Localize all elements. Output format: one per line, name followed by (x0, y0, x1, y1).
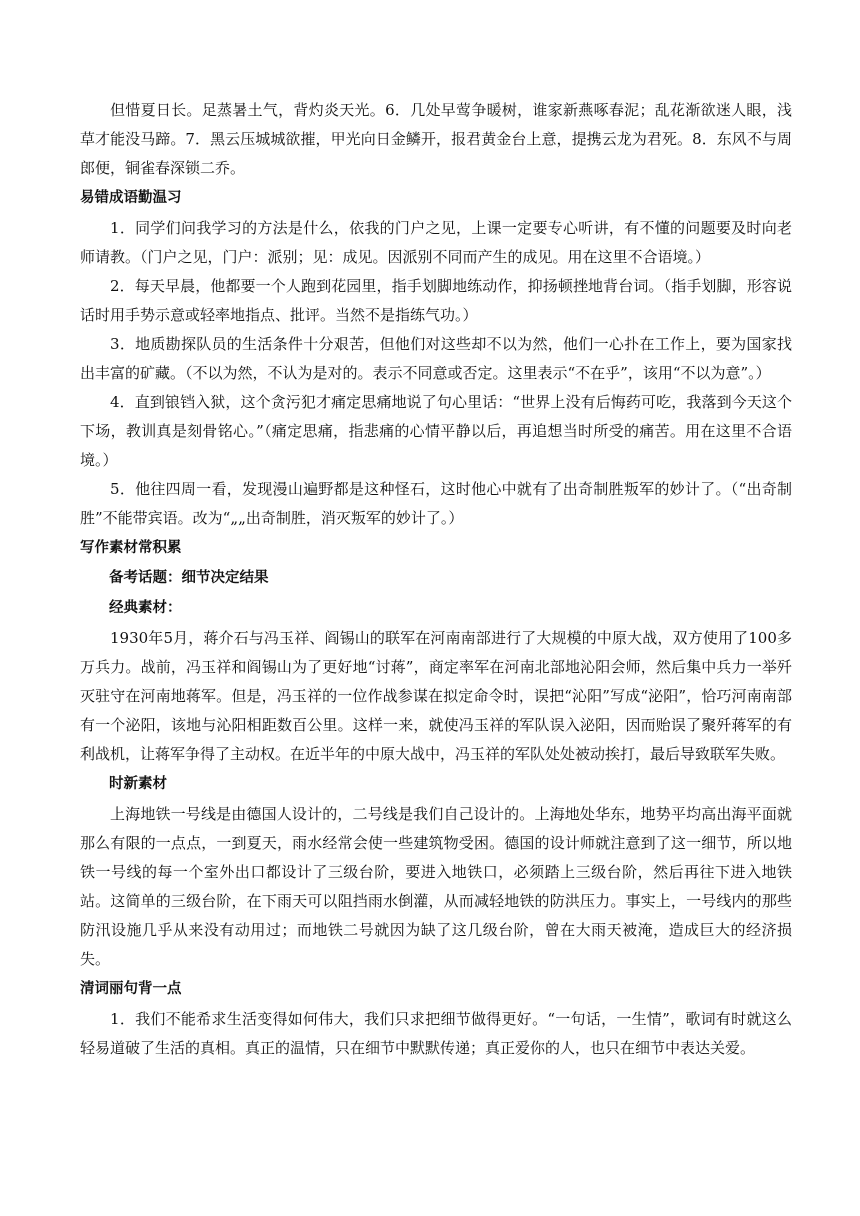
writing-topic: 备考话题：细节决定结果 (109, 570, 269, 586)
new-material-text: 上海地铁一号线是由德国人设计的，二号线是我们自己设计的。上海地处华东，地势平均高出海平面就那么有限的一点点，一到夏天，雨水经常会使一些建筑物受困。德国的设计师就注意到了这一细节，所以地铁一号线的每一个室外出口都设计了三级台阶，要进入地铁口，必须踏上三级台阶，然后再往下进入地铁站。这简单的三级台阶，在下雨天可以阻挡雨水倒灌，从而减轻地铁的防洪压力。事实上，一号线内的那些防汛设施几乎从来没有动用过；而地铁二号就因为缺了这几级台阶，曾在大雨天被淹，造成巨大的经济损失。 (80, 805, 792, 968)
classic-material-text: 1930年5月，蒋介石与冯玉祥、阎锡山的联军在河南南部进行了大规模的中原大战，双方使用了100多万兵力。战前，冯玉祥和阎锡山为了更好地“讨蒋”，商定率军在河南北部地沁阳会师，然后集中兵力一举歼灭驻守在河南地蒋军。但是，冯玉祥的一位作战参谋在拟定命令时，误把“沁阳”写成“泌阳”，恰巧河南南部有一个泌阳，该地与沁阳相距数百公里。这样一来，就使冯玉祥的军队误入泌阳，因而贻误了聚歼蒋军的有利战机，让蒋军争得了主动权。在近半年的中原大战中，冯玉祥的军队处处被动挨打，最后导致联军失败。 (80, 629, 792, 763)
section-heading-phrases: 清词丽句背一点 (80, 981, 182, 997)
section-heading-writing: 写作素材常积累 (80, 540, 182, 556)
section-heading-idioms: 易错成语勤温习 (80, 190, 182, 206)
poem-continuation: 但惜夏日长。足蒸暑土气，背灼炎天光。6．几处早莺争暖树，谁家新燕啄春泥；乱花渐欲迷人眼，浅草才能没马蹄。7．黑云压城城欲摧，甲光向日金鳞开，报君黄金台上意，提携云龙为君死。8．东风不与周郎便，铜雀春深锁二乔。 (80, 101, 792, 177)
new-material-label: 时新素材 (109, 776, 167, 792)
idiom-item-5: 5．他往四周一看，发现漫山遍野都是这种怪石，这时他心中就有了出奇制胜叛军的妙计了。（“出奇制胜”不能带宾语。改为“„„出奇制胜，消灭叛军的妙计了。） (80, 480, 792, 527)
idiom-item-2: 2．每天早晨，他都要一个人跑到花园里，指手划脚地练动作，抑扬顿挫地背台词。（指手划脚，形容说话时用手势示意或轻率地指点、批评。当然不是指练气功。） (80, 277, 792, 324)
idiom-item-4: 4．直到锒铛入狱，这个贪污犯才痛定思痛地说了句心里话：“世界上没有后悔药可吃，我落到今天这个下场，教训真是刻骨铭心。”（痛定思痛，指悲痛的心情平静以后，再追想当时所受的痛苦。用在这里不合语境。） (80, 393, 792, 469)
idiom-item-1: 1．同学们问我学习的方法是什么，依我的门户之见，上课一定要专心听讲，有不懂的问题要及时向老师请教。（门户之见，门户：派别；见：成见。因派别不同而产生的成见。用在这里不合语境。） (80, 219, 792, 266)
idiom-item-3: 3．地质勘探队员的生活条件十分艰苦，但他们对这些却不以为然，他们一心扑在工作上，要为国家找出丰富的矿藏。（不以为然，不认为是对的。表示不同意或否定。这里表示“不在乎”，该用“不以为意”。） (80, 335, 792, 382)
document-page (80, 96, 792, 1063)
phrase-item-1: 1．我们不能希求生活变得如何伟大，我们只求把细节做得更好。“一句话，一生情”，歌词有时就这么轻易道破了生活的真相。真正的温情，只在细节中默默传递；真正爱你的人，也只在细节中表达关爱。 (80, 1010, 792, 1057)
classic-material-label: 经典素材： (109, 600, 182, 616)
